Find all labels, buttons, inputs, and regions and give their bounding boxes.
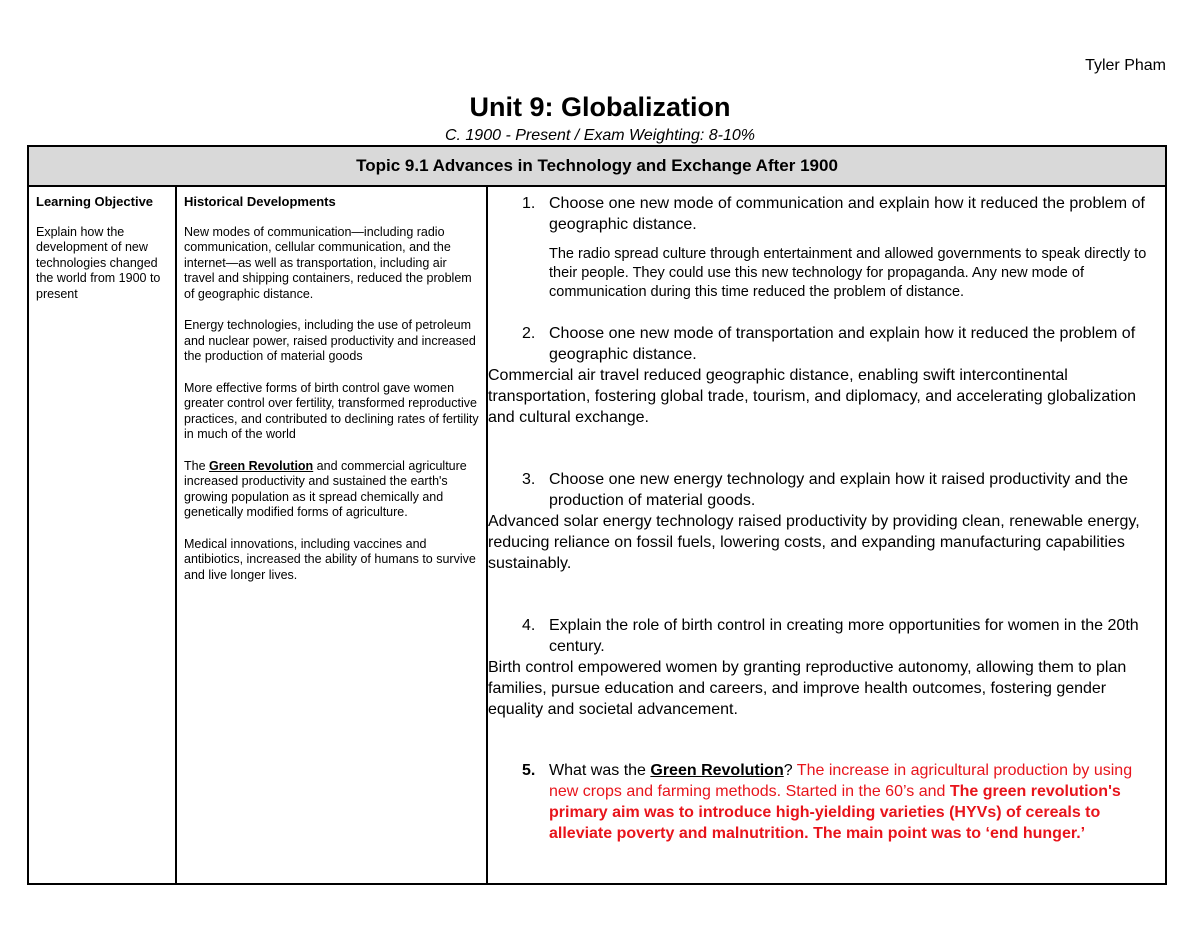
dev-gr-pre: The — [184, 458, 210, 473]
q5-pre: What was the — [549, 762, 651, 779]
page-subtitle: C. 1900 - Present / Exam Weighting: 8-10% — [444, 127, 756, 144]
learning-objective-text: Explain how the development of new technologies changed the world from 1900 to present — [36, 224, 161, 301]
topic-table — [27, 145, 1167, 885]
author-name: Tyler Pham — [1085, 57, 1166, 74]
development-medical: Medical innovations, including vaccines and antibiotics, increased the ability of humans to survive and live longer lives. — [184, 536, 476, 582]
answer-5-regular: The increase in agricultural production by using new crops and farming methods. Started in the 60’s and — [549, 762, 1133, 800]
historical-developments-column — [177, 185, 488, 883]
question-5-number: 5. — [522, 762, 536, 779]
question-1-text: Choose one new mode of communication and explain how it reduced the problem of geographic distance. — [549, 195, 1145, 233]
development-birth-control: More effective forms of birth control gave women greater control over fertility, transformed reproductive practices, and contributed to declining rates of fertility in much of the world — [184, 380, 479, 441]
question-3-number: 3. — [522, 471, 536, 488]
question-4-number: 4. — [522, 617, 536, 634]
answer-5-bold: The green revolution's primary aim was to introduce high-yielding varieties (HYVs) of cereals to alleviate poverty and malnutrition. The main point was to ‘end hunger.’ — [549, 783, 1121, 842]
green-revolution-term-q5: Green Revolution — [650, 762, 784, 779]
question-2-text: Choose one new mode of transportation and explain how it reduced the problem of geographic distance. — [549, 325, 1136, 363]
answer-1: The radio spread culture through entertainment and allowed governments to speak directly to their people. They could use this new technology for propaganda. Any new mode of communication during this time reduced the problem of distance. — [549, 246, 1147, 300]
question-2 — [522, 323, 1155, 365]
learning-objective-column — [29, 185, 177, 883]
answer-2: Commercial air travel reduced geographic distance, enabling swift intercontinental transportation, fostering global trade, tourism, and diplomacy, and accelerating globalization and cultural exchange. — [488, 367, 1137, 426]
green-revolution-term: Green Revolution — [209, 458, 314, 473]
question-2-number: 2. — [522, 325, 536, 342]
questions-column — [488, 185, 1165, 883]
development-communication: New modes of communication—including radio communication, cellular communication, and the internet—as well as transportation, including air travel and shipping containers, reduced the problem of geographic distance. — [184, 224, 472, 301]
historical-developments-heading: Historical Developments — [184, 194, 336, 209]
question-3-text: Choose one new energy technology and explain how it raised productivity and the production of material goods. — [549, 471, 1129, 509]
topic-header: Topic 9.1 Advances in Technology and Exchange After 1900 — [29, 147, 1165, 187]
answer-3: Advanced solar energy technology raised productivity by providing clean, renewable energy, reducing reliance on fossil fuels, lowering costs, and expanding manufacturing capabilities sustainably. — [488, 513, 1140, 572]
answer-4: Birth control empowered women by granting reproductive autonomy, allowing them to plan families, pursue education and careers, and improve health outcomes, fostering gender equality and societal advancement. — [488, 659, 1127, 718]
question-4 — [522, 615, 1155, 657]
question-5-text — [549, 760, 1155, 844]
question-1 — [522, 193, 1155, 235]
dev-gr-post: and commercial agriculture increased productivity and sustained the earth's growing population as it spread chemically and genetically modified forms of agriculture. — [184, 458, 467, 519]
development-green-revolution — [184, 459, 479, 521]
learning-objective-heading: Learning Objective — [36, 194, 154, 209]
question-1-number: 1. — [522, 195, 536, 212]
question-3 — [522, 469, 1155, 511]
question-5 — [522, 760, 1155, 844]
page-title: Unit 9: Globalization — [469, 92, 731, 122]
q5-post: ? — [783, 762, 797, 779]
development-energy: Energy technologies, including the use of petroleum and nuclear power, raised productivity and increased the production of material goods — [184, 318, 476, 363]
question-4-text: Explain the role of birth control in creating more opportunities for women in the 20th century. — [549, 617, 1139, 655]
